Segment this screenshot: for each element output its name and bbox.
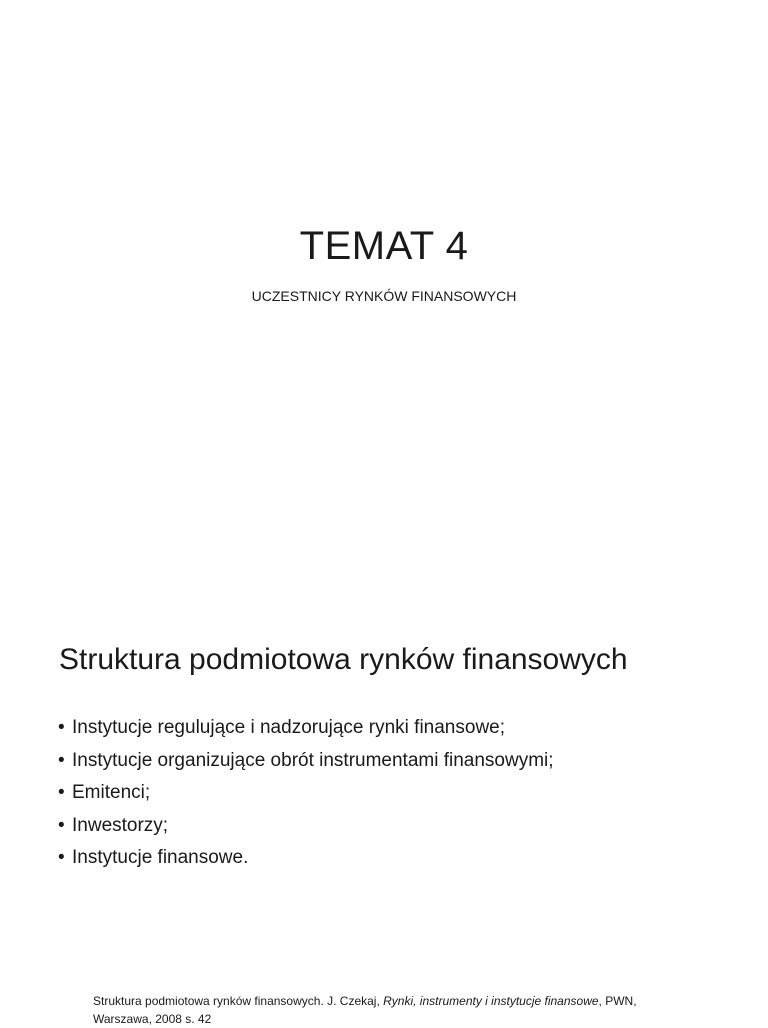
bullet-icon: • [58, 782, 65, 803]
slide-heading: Struktura podmiotowa rynków finansowych [59, 643, 628, 676]
source-suffix: , PWN, Warszawa, 2008 s. 42 [93, 994, 637, 1026]
list-item-text: Instytucje finansowe. [72, 847, 249, 868]
slide-title: TEMAT 4 [299, 224, 469, 268]
list-item-text: Inwestorzy; [72, 814, 169, 836]
source-citation [93, 992, 653, 1028]
bullet-list [58, 712, 554, 875]
list-item [58, 712, 554, 745]
bullet-icon: • [58, 717, 65, 738]
list-item [58, 745, 554, 778]
list-item [58, 810, 554, 843]
list-item-text: Emitenci; [72, 782, 151, 803]
source-book-title: Rynki, instrumenty i instytucje finansowe [383, 994, 599, 1008]
content-slide [0, 576, 768, 1024]
list-item-text: Instytucje organizujące obrót instrumentami finansowymi; [72, 749, 554, 771]
bullet-icon: • [58, 749, 65, 771]
bullet-icon: • [58, 814, 65, 836]
list-item [58, 842, 554, 875]
bullet-icon: • [58, 847, 65, 868]
slide-subtitle: UCZESTNICY RYNKÓW FINANSOWYCH [251, 288, 517, 304]
list-item-text: Instytucje regulujące i nadzorujące rynki finansowe; [72, 717, 506, 738]
list-item [58, 777, 554, 810]
source-prefix: Struktura podmiotowa rynków finansowych. J. Czekaj, [93, 994, 384, 1008]
